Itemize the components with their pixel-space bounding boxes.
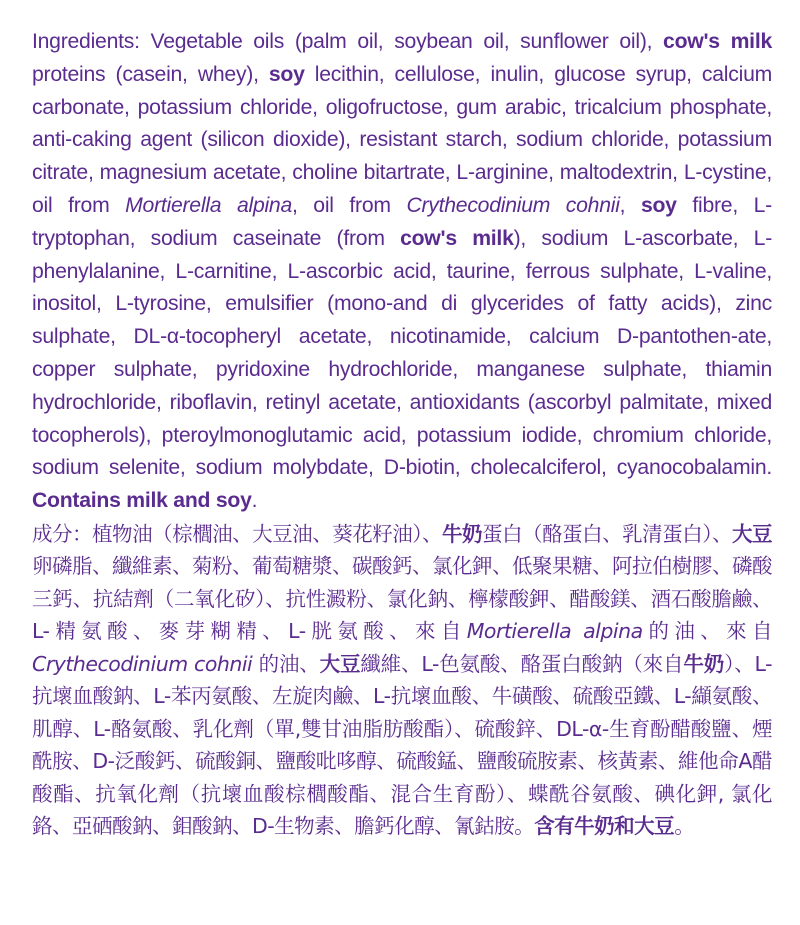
ingredients-chinese: 成分：植物油（棕櫚油、大豆油、葵花籽油）、牛奶蛋白（酪蛋白、乳清蛋白）、大豆卵磷脂、纖維素、菊粉、葡萄糖漿、碳酸鈣、氯化鉀、低聚果糖、阿拉伯樹膠、磷酸三鈣、抗結劑（二氧化矽）、抗性澱粉、氯化鈉、檸檬酸鉀、醋酸鎂、酒石酸膽鹼、L-精氨酸、麥芽糊精、L-胱氨酸、來自Mortierella alpina的油、來自Crythecodinium cohnii 的油、大豆纖維、L-色氨酸、酪蛋白酸鈉（來自牛奶）、L-抗壞血酸鈉、L-苯丙氨酸、左旋肉鹼、L-抗壞血酸、牛磺酸、硫酸亞鐵、L-纈氨酸、肌醇、L-酪氨酸、乳化劑（單,雙甘油脂肪酸酯）、硫酸鋅、DL-α-生育酚醋酸鹽、煙酰胺、D-泛酸鈣、硫酸銅、鹽酸吡哆醇、硫酸錳、鹽酸硫胺素、核黃素、維他命A醋酸酯、抗氧化劑（抗壞血酸棕櫚酸酯、混合生育酚）、蝶酰谷氨酸、碘化鉀, 氯化鉻、亞硒酸鈉、鉬酸鈉、D-生物素、膽鈣化醇、氰鈷胺。含有牛奶和大豆。 <box>32 521 773 839</box>
allergen-soy: soy <box>640 193 677 217</box>
species-name: Mortierella alpina <box>125 193 292 217</box>
ingredients-heading: Ingredients: <box>32 30 140 53</box>
allergen-cows-milk: cow's milk <box>663 30 772 53</box>
allergen-milk-zh: 牛奶 <box>442 521 483 546</box>
allergen-soy-zh: 大豆 <box>319 651 361 676</box>
allergen-milk-zh: 牛奶 <box>683 651 725 676</box>
ingredients-english: Ingredients: Vegetable oils (palm oil, soybean oil, sunflower oil), cow's milk proteins (casein, whey), soy lecithin, cellulose, inulin, glucose syrup, calcium carbonate, potassium chloride, oligofructose, gum arabic, tricalcium phosphate, anti-caking agent (silicon dioxide), resistant starch, sodium chloride, potassium citrate, magnesium acetate, choline bitartrate, L-arginine, maltodextrin, L-cystine, oil from Mortierella alpina, oil from Crythecodinium cohnii, soy fibre, L-tryptophan, sodium caseinate (from cow's milk), sodium L-ascorbate, L-phenylalanine, L-carnitine, L-ascorbic acid, taurine, ferrous sulphate, L-valine, inositol, L-tyrosine, emulsifier (mono-and di glycerides of fatty acids), zinc sulphate, DL-α-tocopheryl acetate, nicotinamide, calcium D-pantothen-ate, copper sulphate, pyridoxine hydrochloride, manganese sulphate, thiamin hydrochloride, riboflavin, retinyl acetate, antioxidants (ascorbyl palmitate, mixed tocopherols), pteroylmonoglutamic acid, potassium iodide, chromium chloride, sodium selenite, sodium molybdate, D-biotin, cholecalciferol, cyanocobalamin. Contains milk and soy. <box>32 30 773 513</box>
ingredients-label <box>32 26 772 843</box>
allergen-statement: Contains milk and soy <box>32 489 252 513</box>
species-name: Mortierella alpina <box>466 619 643 644</box>
allergen-soy-zh: 大豆 <box>732 521 773 546</box>
allergen-soy: soy <box>268 62 305 86</box>
allergen-statement-zh: 含有牛奶和大豆 <box>534 814 675 839</box>
allergen-cows-milk: cow's milk <box>400 226 514 250</box>
species-name: Crythecodinium cohnii <box>406 193 620 217</box>
species-name: Crythecodinium cohnii <box>32 651 253 676</box>
